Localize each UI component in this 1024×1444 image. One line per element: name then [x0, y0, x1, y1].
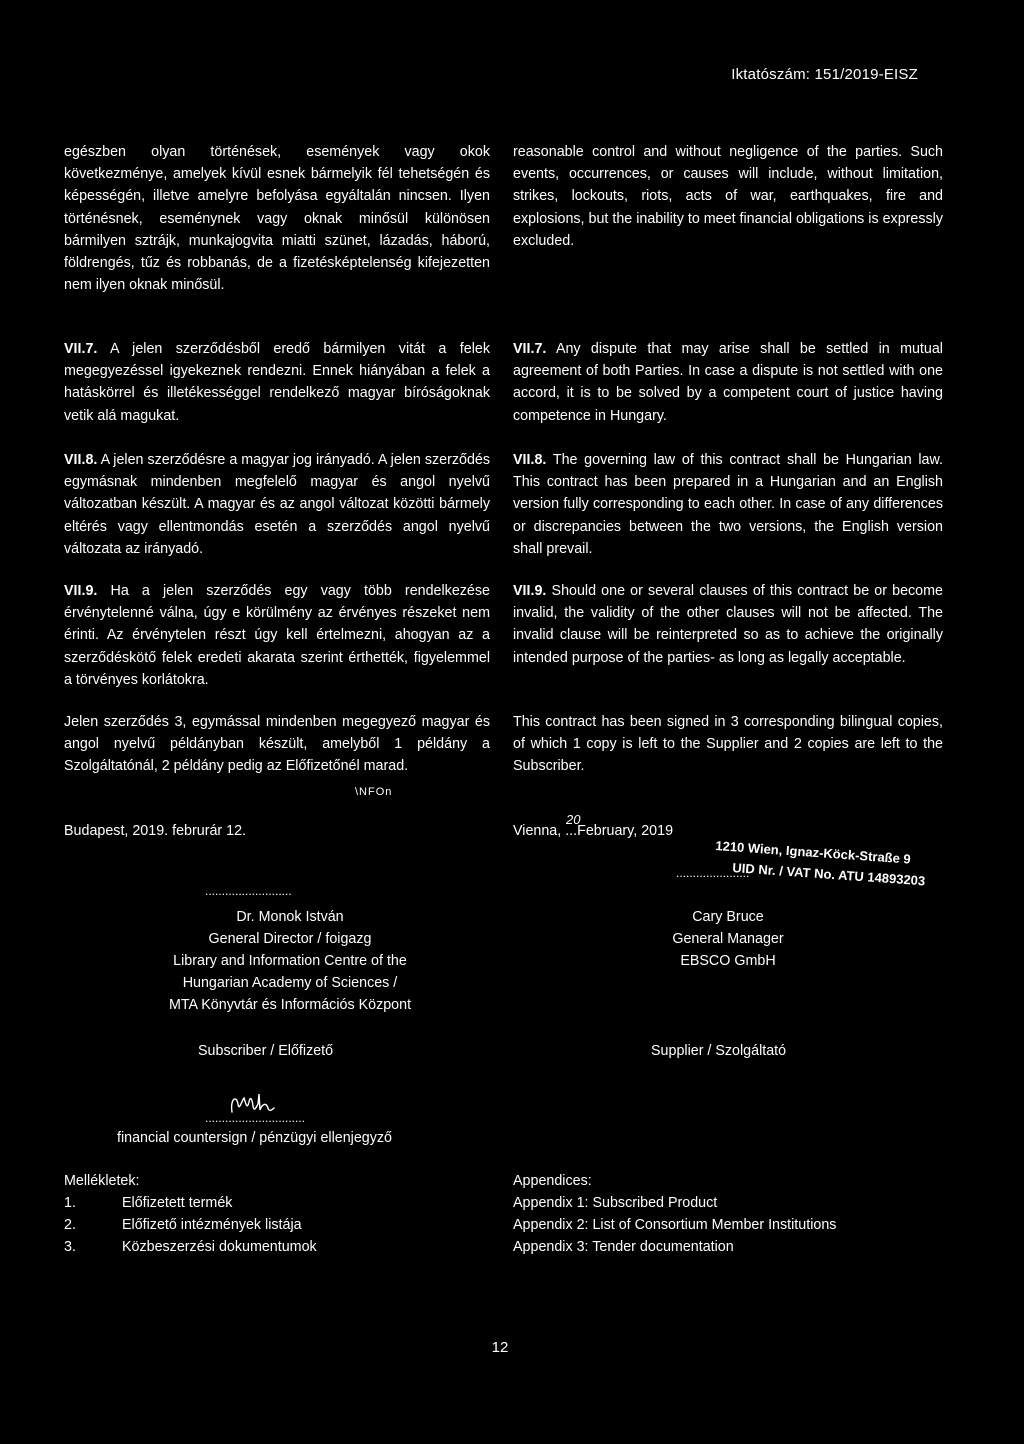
copies-paragraph-hu: Jelen szerződés 3, egymással mindenben megegyező magyar és angol nyelvű példányban készült, amelyből 1 példány a Szolgáltatónál, 2 példány pedig az Előfizetőnél marad. — [64, 714, 490, 775]
clause-9-text-hu: Ha a jelen szerződés egy vagy több rendelkezése érvénytelenné válna, úgy e körülmény az érvényes részeket nem érinti. Az érvénytelen részt úgy kell értelmezni, ahogyan az a szerződéskötő felek eredeti akarata szerint érthették, figyelemmel a törvényes korlátokra. — [64, 583, 490, 688]
stamp-signature-dots: ...................... — [676, 866, 750, 880]
clause-7-hu — [64, 338, 490, 427]
clause-7-en — [513, 338, 943, 427]
clause-8-number-en: VII.8. — [513, 452, 547, 468]
annex-text: Előfizetett termék — [122, 1195, 233, 1211]
subscriber-org-line-1: Library and Information Centre of the — [173, 953, 407, 969]
clause-9-en — [513, 580, 943, 669]
subscriber-role: Subscriber / Előfizető — [198, 1043, 334, 1059]
subscriber-title: General Director / foigazg — [208, 931, 372, 947]
appendix-item: Appendix 3: Tender documentation — [513, 1239, 734, 1255]
place-date-en: Vienna, ...February, 2019 — [513, 823, 674, 839]
subscriber-signatory-block — [100, 906, 480, 1016]
stamp-address-line: 1210 Wien, Ignaz-Köck-Straße 9 — [714, 838, 912, 867]
appendix-item: Appendix 2: List of Consortium Member Institutions — [513, 1217, 837, 1233]
annex-number: 3. — [64, 1239, 76, 1255]
clause-8-text-hu: A jelen szerződésre a magyar jog irányadó. A jelen szerződés egymásnak mindenben megfelelő magyar és angol nyelvű változatban készült. A magyar és az angol változat közötti bármely eltérés vagy ellentmondás esetén a szerződés angol nyelvű változata az irányadó. — [64, 452, 490, 557]
annex-text: Előfizető intézmények listája — [122, 1217, 302, 1233]
appendices-list — [513, 1192, 836, 1258]
annex-item — [64, 1192, 317, 1214]
copies-paragraph-en: This contract has been signed in 3 corresponding bilingual copies, of which 1 copy is left to the Supplier and 2 copies are left to the Subscriber. — [513, 714, 943, 775]
countersign-label: financial countersign / pénzügyi ellenjegyző — [117, 1130, 392, 1146]
annex-item — [64, 1214, 317, 1236]
clause-8-en — [513, 449, 943, 560]
supplier-org: EBSCO GmbH — [680, 953, 776, 969]
document-reference-number: Iktatószám: 151/2019-EISZ — [731, 66, 918, 83]
place-date-hu: Budapest, 2019. februrár 12. — [64, 823, 247, 839]
clause-9-number-hu: VII.9. — [64, 583, 98, 599]
force-majeure-paragraph-en: reasonable control and without negligence of the parties. Such events, occurrences, or causes will include, without limitation, strikes, lockouts, riots, acts of war, earthquakes, fire and explosions, but the inability to meet financial obligations is expressly excluded. — [513, 144, 943, 249]
clause-7-number-en: VII.7. — [513, 341, 547, 357]
supplier-name: Cary Bruce — [692, 909, 764, 925]
subscriber-name: Dr. Monok István — [236, 909, 344, 925]
clause-9-hu — [64, 580, 490, 691]
annexes-title: Mellékletek: — [64, 1173, 140, 1189]
page-number: 12 — [491, 1339, 509, 1356]
clause-7-text-hu: A jelen szerződésből eredő bármilyen vitát a felek megegyezéssel igyekeznek rendezni. Ennek hiányában a felek a hatáskörrel és illetékességgel rendelkező magyar bíróságoknak vetik alá magukat. — [64, 341, 490, 424]
annex-number: 2. — [64, 1217, 76, 1233]
annex-number: 1. — [64, 1195, 76, 1211]
stamp-vat-line: UID Nr. / VAT No. ATU 14893203 — [731, 860, 926, 889]
stamp-fragment-left: \NFOn — [355, 786, 393, 798]
subscriber-org-line-2: Hungarian Academy of Sciences / — [182, 975, 398, 991]
clause-9-number-en: VII.9. — [513, 583, 547, 599]
countersign-line: .............................. — [205, 1111, 306, 1125]
clause-8-hu — [64, 449, 490, 560]
annexes-list — [64, 1192, 317, 1258]
signature-line-left: .......................... — [205, 884, 292, 898]
clause-8-text-en: The governing law of this contract shall be Hungarian law. This contract has been prepared in a Hungarian and an English version fully corresponding to each other. In case of any differences or discrepancies between the two versions, the English version shall prevail. — [513, 452, 943, 557]
annex-item — [64, 1236, 317, 1258]
appendix-item: Appendix 1: Subscribed Product — [513, 1195, 718, 1211]
force-majeure-paragraph-hu: egészben olyan történések, események vagy okok következménye, amelyek kívül esnek bármelyik fél tehetségén és képességén, illetve amelyre befolyása egyáltalán nincsen. Ilyen történésnek, eseménynek vagy oknak minősül különösen bármilyen sztrájk, munkajogvita miatti szünet, lázadás, háború, földrengés, tűz és robbanás, de a fizetésképtelenség kifejezetten nem ilyen oknak minősül. — [64, 144, 490, 294]
supplier-title: General Manager — [672, 931, 784, 947]
clause-7-number-hu: VII.7. — [64, 341, 98, 357]
supplier-role: Supplier / Szolgáltató — [651, 1043, 787, 1059]
annex-text: Közbeszerzési dokumentumok — [122, 1239, 317, 1255]
clause-8-number-hu: VII.8. — [64, 452, 98, 468]
clause-9-text-en: Should one or several clauses of this contract be or become invalid, the validity of the other clauses will not be affected. The invalid clause will be reinterpreted so as to achieve the originally intended purpose of the parties- as long as legally acceptable. — [513, 583, 943, 666]
clause-7-text-en: Any dispute that may arise shall be settled in mutual agreement of both Parties. In case a dispute is not settled with one accord, it is to be solved by a competent court of justice having competence in Hungary. — [513, 341, 943, 424]
supplier-signatory-block — [578, 906, 878, 972]
subscriber-org-line-3: MTA Könyvtár és Információs Központ — [168, 997, 412, 1013]
handwritten-day: 20 — [566, 812, 581, 827]
appendices-title: Appendices: — [513, 1173, 592, 1189]
